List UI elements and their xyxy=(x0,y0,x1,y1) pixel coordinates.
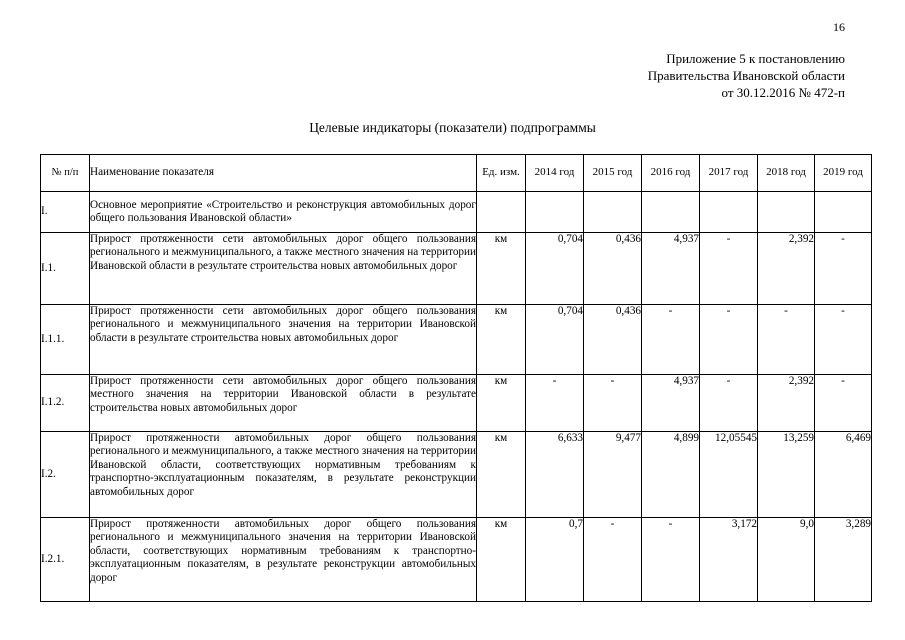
value-cell: - xyxy=(584,375,642,432)
indicator-name: Прирост протяженности сети автомобильных дорог общего пользования местного значения на территории Ивановской области в результате строительства новых автомобильных дорог xyxy=(90,375,477,432)
value-cell: 0,7 xyxy=(526,518,584,602)
unit-cell: км xyxy=(477,305,526,375)
indicator-name: Прирост протяженности сети автомобильных дорог общего пользования регионального и межмуниципального значения на территории Ивановской области в результате строительства новых автомобильных дорог xyxy=(90,305,477,375)
indicator-name: Прирост протяженности сети автомобильных дорог общего пользования регионального и межмуниципального, а также местного значения на территории Ивановской области в результате строительства новых автомобильных дорог xyxy=(90,233,477,305)
value-cell xyxy=(758,192,815,233)
appendix-line: Правительства Ивановской области xyxy=(647,68,845,83)
value-cell: - xyxy=(758,305,815,375)
value-cell: 0,704 xyxy=(526,233,584,305)
header-year: 2015 год xyxy=(584,155,642,192)
value-cell xyxy=(642,192,700,233)
value-cell: 2,392 xyxy=(758,233,815,305)
appendix-reference xyxy=(465,50,845,101)
value-cell: 0,436 xyxy=(584,305,642,375)
table-header-row xyxy=(41,155,872,192)
value-cell: 9,477 xyxy=(584,432,642,518)
value-cell: 3,172 xyxy=(700,518,758,602)
table-row xyxy=(41,305,872,375)
value-cell: - xyxy=(584,518,642,602)
value-cell: - xyxy=(815,375,872,432)
value-cell: 0,436 xyxy=(584,233,642,305)
row-index: I.1.1. xyxy=(41,305,90,375)
header-name: Наименование показателя xyxy=(90,155,477,192)
row-index: I.1. xyxy=(41,233,90,305)
value-cell xyxy=(526,192,584,233)
unit-cell: км xyxy=(477,518,526,602)
value-cell: 4,937 xyxy=(642,233,700,305)
table-row xyxy=(41,192,872,233)
header-year: 2016 год xyxy=(642,155,700,192)
value-cell: 13,259 xyxy=(758,432,815,518)
value-cell: 4,899 xyxy=(642,432,700,518)
value-cell: - xyxy=(700,233,758,305)
value-cell: - xyxy=(526,375,584,432)
indicator-name: Основное мероприятие «Строительство и реконструкция автомобильных дорог общего пользования Ивановской области» xyxy=(90,192,477,233)
header-num: № п/п xyxy=(41,155,90,192)
header-year: 2017 год xyxy=(700,155,758,192)
value-cell: - xyxy=(815,305,872,375)
table-row xyxy=(41,432,872,518)
value-cell: 4,937 xyxy=(642,375,700,432)
row-index: I.2.1. xyxy=(41,518,90,602)
header-year: 2014 год xyxy=(526,155,584,192)
value-cell: - xyxy=(700,375,758,432)
row-index: I. xyxy=(41,192,90,233)
indicators-table xyxy=(40,154,872,602)
value-cell: 3,289 xyxy=(815,518,872,602)
value-cell: - xyxy=(642,305,700,375)
value-cell: 9,0 xyxy=(758,518,815,602)
header-unit: Ед. изм. xyxy=(477,155,526,192)
table-body xyxy=(41,192,872,602)
value-cell xyxy=(815,192,872,233)
table-row xyxy=(41,375,872,432)
indicator-name: Прирост протяженности автомобильных дорог общего пользования регионального и межмуниципального, а также местного значения на территории Ивановской области, соответствующих нормативным требованиям к транспортно-эксплуатационным показателям, в результате реконструкции автомобильных дорог xyxy=(90,432,477,518)
unit-cell xyxy=(477,192,526,233)
value-cell xyxy=(584,192,642,233)
value-cell: 2,392 xyxy=(758,375,815,432)
unit-cell: км xyxy=(477,432,526,518)
document-title: Целевые индикаторы (показатели) подпрограммы xyxy=(309,120,596,135)
table-row xyxy=(41,518,872,602)
page-number: 16 xyxy=(833,20,845,34)
value-cell xyxy=(700,192,758,233)
unit-cell: км xyxy=(477,233,526,305)
row-index: I.2. xyxy=(41,432,90,518)
value-cell: 0,704 xyxy=(526,305,584,375)
value-cell: 12,05545 xyxy=(700,432,758,518)
value-cell: - xyxy=(642,518,700,602)
unit-cell: км xyxy=(477,375,526,432)
header-year: 2019 год xyxy=(815,155,872,192)
value-cell: 6,633 xyxy=(526,432,584,518)
appendix-line: от 30.12.2016 № 472-п xyxy=(721,85,845,100)
value-cell: 6,469 xyxy=(815,432,872,518)
appendix-line: Приложение 5 к постановлению xyxy=(666,51,845,66)
value-cell: - xyxy=(815,233,872,305)
header-year: 2018 год xyxy=(758,155,815,192)
value-cell: - xyxy=(700,305,758,375)
indicator-name: Прирост протяженности автомобильных дорог общего пользования регионального и межмуниципального значения на территории Ивановской области, соответствующих нормативным требованиям к транспортно-эксплуатационным показателям, в результате реконструкции автомобильных дорог xyxy=(90,518,477,602)
table-row xyxy=(41,233,872,305)
row-index: I.1.2. xyxy=(41,375,90,432)
